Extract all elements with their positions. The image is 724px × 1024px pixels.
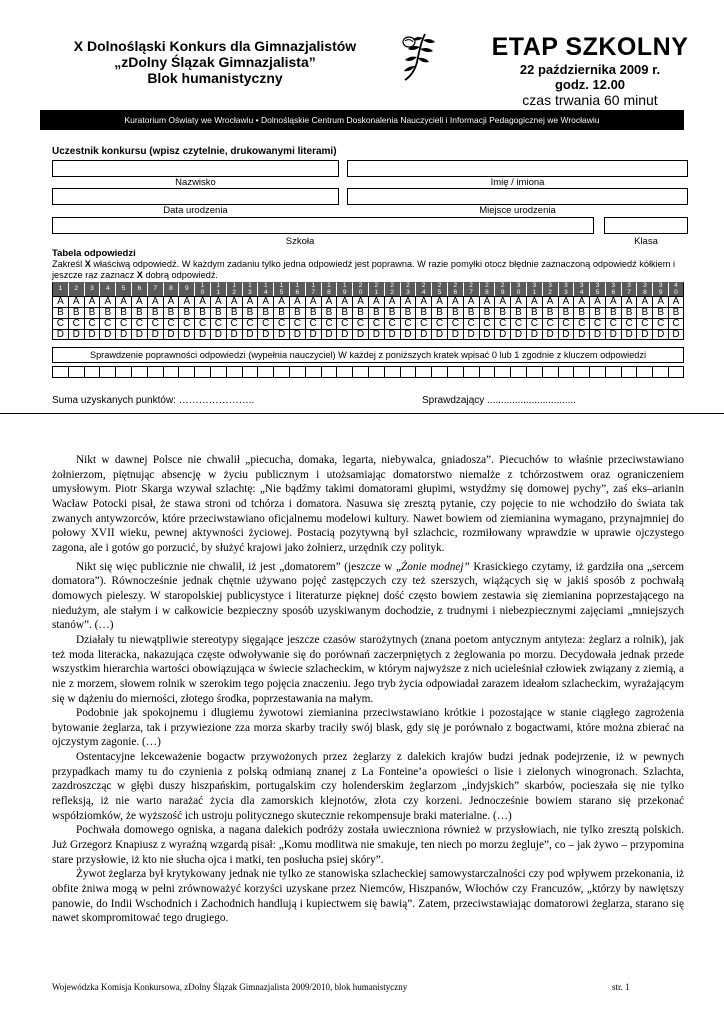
question-number: 4 0: [668, 282, 684, 296]
check-cell[interactable]: [52, 366, 68, 378]
check-cell[interactable]: [210, 366, 226, 378]
instr-post: dobrą odpowiedź.: [142, 270, 218, 280]
question-number: 2: [68, 282, 84, 296]
answer-option-cell[interactable]: D: [400, 329, 416, 340]
check-cell[interactable]: [336, 366, 352, 378]
question-number: 1 0: [194, 282, 210, 296]
answer-option-cell[interactable]: B: [510, 307, 526, 318]
answer-option-cell[interactable]: A: [68, 296, 84, 307]
answer-option-cell[interactable]: A: [352, 296, 368, 307]
answer-option-cell[interactable]: A: [257, 296, 273, 307]
answer-option-cell[interactable]: A: [305, 296, 321, 307]
check-cell[interactable]: [652, 366, 668, 378]
paragraph-7: Żywot żeglarza był krytykowany jednak nie tylko ze stanowiska szlacheckiej samowystarczalności czy pod wpływem przekonania, iż obfite żniwa mogą w pełni zrównoważyć korzyści uzyskane przez Niemców, Hiszpanów, Włochów czy Francuzów, „którzy by nawiętszy panowie, do Indii Wschodnich i Zachodnich handlują i kupiectwem się bawią”. Zatem, przeciwstawiając domatorowi żeglarza, starano się nawet skompromitować tego drugiego.: [52, 868, 684, 925]
answer-option-cell[interactable]: B: [431, 307, 447, 318]
footer-text: Wojewódzka Komisja Konkursowa, zDolny Ślązak Gimnazjalista 2009/2010, blok humanistyczny: [52, 982, 408, 992]
answer-option-cell[interactable]: B: [131, 307, 147, 318]
surname-field[interactable]: [52, 160, 339, 177]
answer-option-cell[interactable]: B: [115, 307, 131, 318]
paragraph-2-title: Żonie modnej”: [400, 560, 470, 573]
check-cell[interactable]: [384, 366, 400, 378]
question-number: 3 3: [558, 282, 574, 296]
surname-label: Nazwisko: [175, 177, 216, 188]
check-cell[interactable]: [289, 366, 305, 378]
answer-option-cell[interactable]: D: [494, 329, 510, 340]
birth-place-field[interactable]: [347, 188, 688, 205]
answer-option-cell[interactable]: B: [542, 307, 558, 318]
points-sum: Suma uzyskanych punktów: …………………..: [52, 395, 255, 406]
answer-option-cell[interactable]: A: [494, 296, 510, 307]
answer-option-cell[interactable]: A: [84, 296, 100, 307]
answer-option-cell[interactable]: C: [194, 318, 210, 329]
answer-option-cell[interactable]: B: [242, 307, 258, 318]
laurel-logo-icon: [395, 30, 439, 82]
question-number: 3: [84, 282, 100, 296]
answer-option-cell[interactable]: B: [415, 307, 431, 318]
answer-option-cell[interactable]: A: [131, 296, 147, 307]
check-cell[interactable]: [147, 366, 163, 378]
answer-option-cell[interactable]: D: [352, 329, 368, 340]
question-number: 2 8: [479, 282, 495, 296]
question-number: 3 8: [636, 282, 652, 296]
check-cell[interactable]: [68, 366, 84, 378]
answer-option-cell[interactable]: B: [447, 307, 463, 318]
check-cell[interactable]: [526, 366, 542, 378]
answer-option-cell[interactable]: A: [573, 296, 589, 307]
question-number: 3 6: [605, 282, 621, 296]
question-number: 1: [52, 282, 68, 296]
answer-option-cell[interactable]: C: [131, 318, 147, 329]
answer-option-cell[interactable]: C: [652, 318, 668, 329]
answer-option-cell[interactable]: A: [368, 296, 384, 307]
answer-option-cell[interactable]: C: [242, 318, 258, 329]
answer-option-cell[interactable]: D: [194, 329, 210, 340]
answer-option-cell[interactable]: B: [352, 307, 368, 318]
answer-option-cell[interactable]: B: [558, 307, 574, 318]
answer-option-cell[interactable]: A: [668, 296, 684, 307]
answer-option-cell[interactable]: C: [384, 318, 400, 329]
instr-mid: właściwą odpowiedź. W każdym zadaniu tylko jedna odpowiedź jest poprawna. W razie pomyłki otocz błędnie zaznaczoną odpowiedź kółkiem i jeszcze raz zaznacz: [52, 259, 676, 280]
answer-option-cell[interactable]: C: [668, 318, 684, 329]
answer-option-cell[interactable]: D: [336, 329, 352, 340]
answer-option-cell[interactable]: B: [163, 307, 179, 318]
question-number: 5: [115, 282, 131, 296]
answer-option-cell[interactable]: A: [431, 296, 447, 307]
answer-option-cell[interactable]: A: [510, 296, 526, 307]
check-cell[interactable]: [415, 366, 431, 378]
check-cell[interactable]: [321, 366, 337, 378]
contest-title: [40, 38, 390, 86]
check-row: [52, 366, 684, 378]
answer-option-cell[interactable]: A: [273, 296, 289, 307]
check-cell[interactable]: [668, 366, 684, 378]
answer-option-cell[interactable]: D: [52, 329, 68, 340]
check-cell[interactable]: [447, 366, 463, 378]
question-number: 1 6: [289, 282, 305, 296]
answer-option-cell[interactable]: D: [321, 329, 337, 340]
exam-duration: czas trwania 60 minut: [522, 92, 658, 108]
answer-option-cell[interactable]: A: [194, 296, 210, 307]
stage-info: [470, 32, 710, 109]
answer-option-cell[interactable]: B: [463, 307, 479, 318]
answer-option-cell[interactable]: C: [415, 318, 431, 329]
answer-option-cell[interactable]: C: [163, 318, 179, 329]
answer-option-cell[interactable]: C: [621, 318, 637, 329]
answer-option-cell[interactable]: B: [384, 307, 400, 318]
answer-option-cell[interactable]: A: [336, 296, 352, 307]
answer-option-cell[interactable]: B: [68, 307, 84, 318]
answer-option-cell[interactable]: D: [605, 329, 621, 340]
section-divider: [0, 413, 724, 414]
answer-option-cell[interactable]: C: [494, 318, 510, 329]
answer-option-cell[interactable]: D: [210, 329, 226, 340]
paragraph-4: Podobnie jak spokojnemu i dlugiemu żywotowi ziemianina przeciwstawiano krótkie i pozostające w stanie ciągłego zagrożenia bytowanie żeglarza, tak i przywiezione zza morza skarby traciły swój blask, gdy się je porównało z bogactwami, które można zbierać na ojczystym zagonie. (…): [52, 707, 684, 749]
answer-option-cell[interactable]: A: [99, 296, 115, 307]
paragraph-1: Nikt w dawnej Polsce nie chwalił „piecucha, domaka, legarta, niebywalca, gniadosza”. Piecuchów to właśnie przeciwstawiano żołnierzom, piętnując absencję w życiu publicznym i utożsamiając domatorstwo niemalże z tchórzostwem oraz ograniczeniem umysłowym. Piotr Skarga wzywał szlachtę: „Nie bądźmy takimi domatorami głupimi, wstydźmy się domowej pychy”, zaś eks–arianin Wacław Potocki pisał, że stawa stroni od tchórza i domatora. Nasuwa się zresztą pytanie, czy pojęcie to nie wchodziło do świata tak zwanych antywzorców, które przeciwstawiano oficjalnemu modelowi kultury. Nawet bowiem od ziemianina wymagano, przynajmniej do połowy XVII wieku, pewnej aktywności życiowej. Postacią pozytywną był szlachcic, rozmiłowany wprawdzie w uprawie ojczystego zagona, ale i gotów go porzucić, by służyć krajowi jako żołnierz, urzędnik czy polityk.: [52, 454, 684, 554]
answer-option-cell[interactable]: A: [526, 296, 542, 307]
instr-pre: Zakreśl: [52, 259, 85, 269]
answer-option-cell[interactable]: C: [52, 318, 68, 329]
answer-option-cell[interactable]: B: [52, 307, 68, 318]
class-label: Klasa: [634, 236, 658, 247]
question-number: 1 3: [242, 282, 258, 296]
answer-option-cell[interactable]: B: [589, 307, 605, 318]
exam-date: 22 października 2009 r.: [519, 62, 661, 77]
answer-row-d: [52, 329, 684, 340]
answer-option-cell[interactable]: C: [400, 318, 416, 329]
answer-option-cell[interactable]: B: [257, 307, 273, 318]
answer-option-cell[interactable]: A: [321, 296, 337, 307]
answer-option-cell[interactable]: C: [305, 318, 321, 329]
check-cell[interactable]: [400, 366, 416, 378]
answer-option-cell[interactable]: B: [526, 307, 542, 318]
answer-option-cell[interactable]: C: [226, 318, 242, 329]
answer-option-cell[interactable]: A: [289, 296, 305, 307]
answer-option-cell[interactable]: C: [463, 318, 479, 329]
contest-title-line3: Blok humanistyczny: [147, 70, 283, 86]
question-number: 2 4: [415, 282, 431, 296]
answer-option-cell[interactable]: B: [226, 307, 242, 318]
answer-option-cell[interactable]: D: [68, 329, 84, 340]
answer-option-cell[interactable]: C: [210, 318, 226, 329]
answer-option-cell[interactable]: C: [558, 318, 574, 329]
organizers-band: Kuratorium Oświaty we Wrocławiu • Dolnośląskie Centrum Doskonalenia Nauczycieli i Informacji Pedagogicznej we Wrocławiu: [40, 110, 684, 130]
answer-option-cell[interactable]: D: [289, 329, 305, 340]
answer-option-cell[interactable]: C: [178, 318, 194, 329]
paragraph-6: Pochwała domowego ogniska, a nagana dalekich podróży została uwieczniona również w przysłowiach, nie tylko zresztą polskich. Już Grzegorz Knapiusz z wyraźną wzgardą pisał: „Komu modlitwa nie smakuje, ten niech po morzu żegluje”, co – jak żywo – przypomina stare przysłowie, iż kto nie słucha ojca i matki, ten posłucha psiej skóry”.: [52, 824, 684, 866]
answer-option-cell[interactable]: D: [273, 329, 289, 340]
answer-option-cell[interactable]: D: [415, 329, 431, 340]
answer-option-cell[interactable]: A: [384, 296, 400, 307]
question-number: 1 8: [321, 282, 337, 296]
instr-x1: X: [84, 259, 91, 269]
answer-option-cell[interactable]: D: [242, 329, 258, 340]
answer-option-cell[interactable]: A: [463, 296, 479, 307]
question-number: 1 5: [273, 282, 289, 296]
question-number: 3 4: [573, 282, 589, 296]
answer-option-cell[interactable]: D: [510, 329, 526, 340]
check-cell[interactable]: [115, 366, 131, 378]
contest-title-line2: „zDolny Ślązak Gimnazjalista”: [114, 54, 316, 70]
answer-option-cell[interactable]: A: [605, 296, 621, 307]
answer-option-cell[interactable]: C: [431, 318, 447, 329]
answer-option-cell[interactable]: A: [115, 296, 131, 307]
question-number: 2 6: [447, 282, 463, 296]
answer-row-a: [52, 296, 684, 307]
question-number: 2 7: [463, 282, 479, 296]
answer-option-cell[interactable]: A: [147, 296, 163, 307]
names-label: Imię / imiona: [490, 177, 545, 188]
answer-option-cell[interactable]: C: [68, 318, 84, 329]
check-cell[interactable]: [510, 366, 526, 378]
exam-hour: godz. 12.00: [554, 77, 626, 92]
question-number: 2 0: [352, 282, 368, 296]
check-cell[interactable]: [352, 366, 368, 378]
answer-option-cell[interactable]: D: [573, 329, 589, 340]
answer-instructions: [52, 259, 682, 281]
question-number: 1 4: [257, 282, 273, 296]
check-cell[interactable]: [573, 366, 589, 378]
check-cell[interactable]: [84, 366, 100, 378]
answer-option-cell[interactable]: C: [321, 318, 337, 329]
answer-option-cell[interactable]: C: [352, 318, 368, 329]
check-cell[interactable]: [558, 366, 574, 378]
answer-option-cell[interactable]: C: [336, 318, 352, 329]
participant-section-title: Uczestnik konkursu (wpisz czytelnie, drukowanymi literami): [52, 146, 337, 157]
check-cell[interactable]: [479, 366, 495, 378]
answer-option-cell[interactable]: D: [257, 329, 273, 340]
answer-option-cell[interactable]: B: [99, 307, 115, 318]
answer-option-cell[interactable]: D: [305, 329, 321, 340]
check-cell[interactable]: [273, 366, 289, 378]
answer-option-cell[interactable]: A: [447, 296, 463, 307]
check-cell[interactable]: [99, 366, 115, 378]
check-cell[interactable]: [226, 366, 242, 378]
answer-option-cell[interactable]: B: [668, 307, 684, 318]
answer-option-cell[interactable]: D: [668, 329, 684, 340]
instr-x2: X: [136, 270, 143, 280]
question-number: 3 7: [621, 282, 637, 296]
answer-option-cell[interactable]: C: [542, 318, 558, 329]
answer-option-cell[interactable]: C: [257, 318, 273, 329]
answer-option-cell[interactable]: B: [305, 307, 321, 318]
question-number: 3 0: [510, 282, 526, 296]
names-field[interactable]: [347, 160, 688, 177]
answer-option-cell[interactable]: A: [178, 296, 194, 307]
birth-place-label: Miejsce urodzenia: [479, 205, 556, 216]
answer-option-cell[interactable]: C: [573, 318, 589, 329]
answer-option-cell[interactable]: D: [621, 329, 637, 340]
answer-option-cell[interactable]: C: [368, 318, 384, 329]
answer-option-cell[interactable]: A: [636, 296, 652, 307]
check-cell[interactable]: [194, 366, 210, 378]
question-number: 3 1: [526, 282, 542, 296]
school-field[interactable]: [52, 217, 594, 234]
school-label: Szkoła: [285, 236, 315, 247]
answer-option-cell[interactable]: A: [652, 296, 668, 307]
paragraph-2-pre: Nikt się więc publicznie nie chwalił, iż jest „domatorem” (jeszcze w „: [76, 560, 401, 573]
answer-option-cell[interactable]: A: [210, 296, 226, 307]
question-number-row: [52, 282, 684, 296]
answer-option-cell[interactable]: B: [210, 307, 226, 318]
check-cell[interactable]: [589, 366, 605, 378]
answer-option-cell[interactable]: B: [336, 307, 352, 318]
question-number: 2 3: [400, 282, 416, 296]
answer-option-cell[interactable]: C: [289, 318, 305, 329]
check-cell[interactable]: [542, 366, 558, 378]
answer-option-cell[interactable]: B: [273, 307, 289, 318]
answer-option-cell[interactable]: B: [479, 307, 495, 318]
answer-option-cell[interactable]: B: [573, 307, 589, 318]
answer-option-cell[interactable]: B: [494, 307, 510, 318]
check-cell[interactable]: [242, 366, 258, 378]
check-cell[interactable]: [463, 366, 479, 378]
answer-option-cell[interactable]: A: [589, 296, 605, 307]
check-cell[interactable]: [257, 366, 273, 378]
answer-option-cell[interactable]: C: [589, 318, 605, 329]
check-cell[interactable]: [178, 366, 194, 378]
answer-option-cell[interactable]: D: [526, 329, 542, 340]
class-field[interactable]: [604, 217, 688, 234]
answer-option-cell[interactable]: C: [526, 318, 542, 329]
check-cell[interactable]: [431, 366, 447, 378]
answer-option-cell[interactable]: D: [226, 329, 242, 340]
answer-option-cell[interactable]: C: [510, 318, 526, 329]
answer-option-cell[interactable]: D: [479, 329, 495, 340]
answer-option-cell[interactable]: D: [163, 329, 179, 340]
answer-option-cell[interactable]: D: [178, 329, 194, 340]
answer-option-cell[interactable]: D: [99, 329, 115, 340]
check-cell[interactable]: [494, 366, 510, 378]
contest-title-line1: X Dolnośląski Konkurs dla Gimnazjalistów: [73, 38, 357, 54]
answer-option-cell[interactable]: D: [131, 329, 147, 340]
question-number: 2 1: [368, 282, 384, 296]
answer-option-cell[interactable]: B: [400, 307, 416, 318]
paragraph-2: [52, 560, 684, 633]
answer-option-cell[interactable]: A: [479, 296, 495, 307]
answer-option-cell[interactable]: A: [52, 296, 68, 307]
stage-title: ETAP SZKOLNY: [491, 33, 689, 61]
answer-option-cell[interactable]: C: [147, 318, 163, 329]
question-number: 2 5: [431, 282, 447, 296]
answer-option-cell[interactable]: B: [652, 307, 668, 318]
answer-option-cell[interactable]: C: [479, 318, 495, 329]
answer-option-cell[interactable]: B: [368, 307, 384, 318]
question-number: 1 1: [210, 282, 226, 296]
checker-signature: Sprawdzający ................................: [422, 395, 576, 406]
question-number: 1 2: [226, 282, 242, 296]
answer-option-cell[interactable]: D: [384, 329, 400, 340]
question-number: 3 2: [542, 282, 558, 296]
answer-option-cell[interactable]: D: [84, 329, 100, 340]
answer-option-cell[interactable]: D: [589, 329, 605, 340]
answer-option-cell[interactable]: C: [84, 318, 100, 329]
answer-option-cell[interactable]: D: [447, 329, 463, 340]
answer-option-cell[interactable]: D: [368, 329, 384, 340]
answer-option-cell[interactable]: B: [605, 307, 621, 318]
answer-row-b: [52, 307, 684, 318]
check-cell[interactable]: [621, 366, 637, 378]
answer-option-cell[interactable]: B: [178, 307, 194, 318]
check-cell[interactable]: [636, 366, 652, 378]
answer-option-cell[interactable]: D: [463, 329, 479, 340]
question-number: 3 9: [652, 282, 668, 296]
check-cell[interactable]: [163, 366, 179, 378]
answer-option-cell[interactable]: C: [99, 318, 115, 329]
answer-row-c: [52, 318, 684, 329]
answer-option-cell[interactable]: A: [558, 296, 574, 307]
answer-option-cell[interactable]: B: [636, 307, 652, 318]
birth-date-field[interactable]: [52, 188, 339, 205]
check-cell[interactable]: [131, 366, 147, 378]
answer-option-cell[interactable]: A: [163, 296, 179, 307]
answer-option-cell[interactable]: C: [115, 318, 131, 329]
question-number: 2 9: [494, 282, 510, 296]
question-number: 2 2: [384, 282, 400, 296]
paragraph-2-post: Krasickiego czytamy, iż gardziła ona „sercem domatora”). Równocześnie jednak chętnie używano pojęć zastępczych czy też szerszych, wiążących się w jakiś sposób z pochwałą domowych pieleszy. W staropolskiej publicystyce i literaturze pięknej dość często bowiem zestawia się ziemianina poprzestającego na niedużym, ale stałym i w całkowicie bezpieczny sposób uzyskiwanym dochodzie, z trudnymi i niebezpiecznymi zajęciami „mniejszych stanów”. (…): [52, 560, 684, 632]
paragraph-3: Działały tu niewątpliwie stereotypy sięgające jeszcze czasów starożytnych (znana poetom antycznym antyteza: żeglarz a rolnik), jak też moda literacka, nakazująca częste odwoływanie się do porównań zaczerpniętych z żeglowania po morzu. Decydowała jednak przede wszystkim hierarchia wartości obowiązująca w świecie szlacheckim, w którym najwyższe z nich ucieleśniał człowiek związany z ziemią, a nie z morzem, słowem rolnik w szerokim tego pojęcia znaczeniu. Jego tryb życia odpowiadał zarazem ideałom szlacheckim, wyrażającym się w dążeniu do mierności, złotego środka, poprzestawania na małym.: [52, 633, 684, 705]
question-number: 9: [178, 282, 194, 296]
answer-option-cell[interactable]: B: [147, 307, 163, 318]
check-cell[interactable]: [368, 366, 384, 378]
answer-table-title: Tabela odpowiedzi: [52, 248, 136, 259]
page-number: str. 1: [612, 982, 630, 992]
check-cell[interactable]: [305, 366, 321, 378]
answer-option-cell[interactable]: D: [431, 329, 447, 340]
answer-option-cell[interactable]: A: [415, 296, 431, 307]
question-number: 1 7: [305, 282, 321, 296]
answer-grid: [52, 282, 684, 340]
answer-option-cell[interactable]: A: [621, 296, 637, 307]
question-number: 8: [163, 282, 179, 296]
reading-text: [52, 453, 684, 926]
answer-option-cell[interactable]: A: [242, 296, 258, 307]
answer-option-cell[interactable]: D: [115, 329, 131, 340]
answer-option-cell[interactable]: C: [605, 318, 621, 329]
answer-option-cell[interactable]: B: [84, 307, 100, 318]
answer-option-cell[interactable]: B: [321, 307, 337, 318]
answer-option-cell[interactable]: C: [636, 318, 652, 329]
paragraph-5: Ostentacyjne lekceważenie bogactw przywożonych przez żeglarzy z dalekich krajów budzi jednak podejrzenie, iż w pewnych przypadkach mamy tu do czynienia z polską odmianą znanej z La Fonteine’a opowieści o lisie i zielonych winogronach. Szlachta, zazdroszcząc w głębi duszy hiszpańskim, portugalskim czy holenderskim żeglarzom „indyjskich” skarbów, pocieszała się nie tylko refleksją, iż nie warto narażać życia dla zamorskich klejnotów, złota czy korzeni. Jednocześnie bowiem starano się przekonać współziomków, że wyższość ich ustroju politycznego skutecznie rekompensuje braki materialne. (…): [52, 751, 684, 822]
question-number: 4: [99, 282, 115, 296]
check-label: Sprawdzenie poprawności odpowiedzi (wypełnia nauczyciel) W każdej z poniższych kratek wpisać 0 lub 1 zgodnie z kluczem odpowiedzi: [52, 347, 684, 363]
answer-option-cell[interactable]: A: [400, 296, 416, 307]
answer-option-cell[interactable]: D: [652, 329, 668, 340]
question-number: 7: [147, 282, 163, 296]
answer-option-cell[interactable]: C: [273, 318, 289, 329]
check-cell[interactable]: [605, 366, 621, 378]
answer-option-cell[interactable]: D: [558, 329, 574, 340]
answer-option-cell[interactable]: C: [447, 318, 463, 329]
answer-option-cell[interactable]: B: [621, 307, 637, 318]
answer-option-cell[interactable]: A: [542, 296, 558, 307]
question-number: 6: [131, 282, 147, 296]
question-number: 1 9: [336, 282, 352, 296]
answer-option-cell[interactable]: D: [636, 329, 652, 340]
answer-option-cell[interactable]: B: [194, 307, 210, 318]
question-number: 3 5: [589, 282, 605, 296]
answer-option-cell[interactable]: D: [147, 329, 163, 340]
answer-option-cell[interactable]: D: [542, 329, 558, 340]
answer-option-cell[interactable]: A: [226, 296, 242, 307]
birth-date-label: Data urodzenia: [163, 205, 228, 216]
answer-option-cell[interactable]: B: [289, 307, 305, 318]
